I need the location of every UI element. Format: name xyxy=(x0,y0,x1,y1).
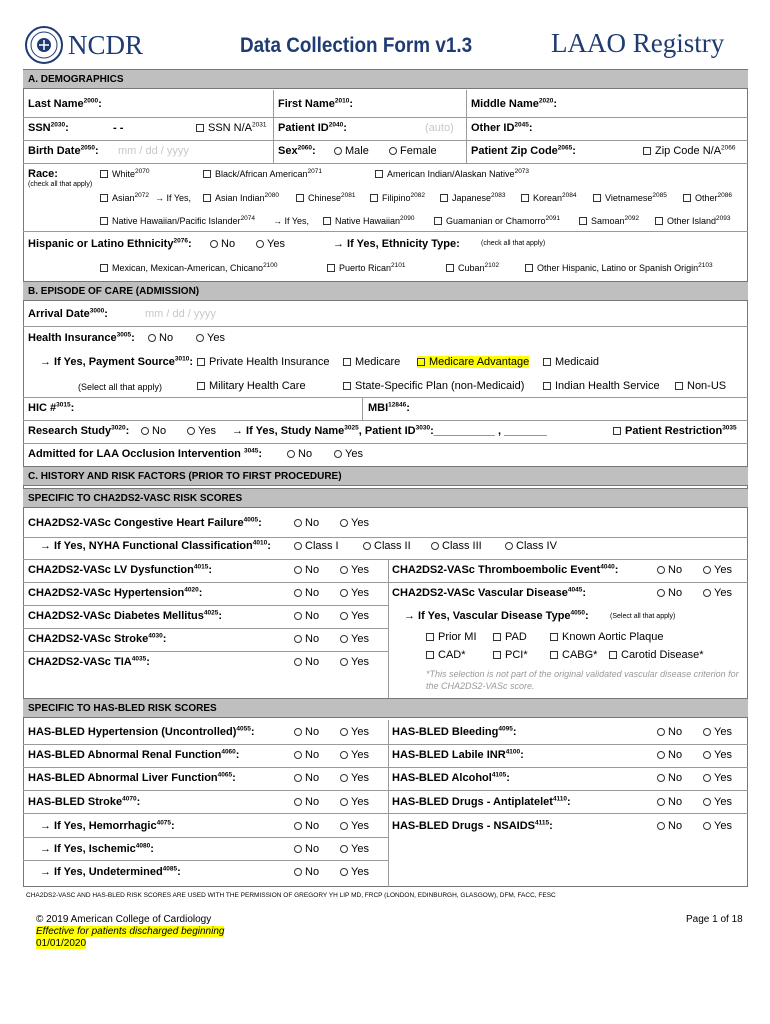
korean-checkbox[interactable]: Korean$^{2084}$ xyxy=(521,193,577,203)
admitted-laao-label: Admitted for LAA Occlusion Intervention $^{3045}$: xyxy=(28,447,263,460)
hb-bleeding-no-radio[interactable]: No xyxy=(657,726,682,738)
race-asian-checkbox[interactable]: Asian$^{2072}$ xyxy=(100,193,149,203)
hb-liver-label: HAS-BLED Abnormal Liver Function$^{4065}$: xyxy=(28,771,236,784)
non-us-checkbox[interactable]: Non-US xyxy=(675,380,726,392)
hb-inr-no-radio[interactable]: No xyxy=(657,749,682,761)
middle-name-label: Middle Name$^{2020}$: xyxy=(471,97,557,110)
stroke-no-radio[interactable]: No xyxy=(294,633,319,645)
mbi-label: $MBI^{12846}$: xyxy=(368,401,410,414)
lv-label: CHA2DS2-VASc LV Dysfunction$^{4015}$: xyxy=(28,563,212,576)
undetermined-yes-radio[interactable]: Yes xyxy=(340,866,369,878)
ssn-dashes: - - xyxy=(113,122,124,134)
puerto-rican-checkbox[interactable]: Puerto Rican$^{2101}$ xyxy=(327,263,406,273)
cha2ds2-subheader: SPECIFIC TO CHA2DS2-VASC RISK SCORES xyxy=(23,488,748,508)
pci-checkbox[interactable]: PCI* xyxy=(493,649,528,661)
hb-antiplatelet-yes-radio[interactable]: Yes xyxy=(703,796,732,808)
native-hawaiian-checkbox[interactable]: Native Hawaiian$^{2090}$ xyxy=(323,216,415,226)
admitted-no-radio[interactable]: No xyxy=(287,448,312,460)
zip-label: Patient Zip Code$^{2065}$: xyxy=(471,144,576,157)
ethnicity-type-label: → If Yes, Ethnicity Type: xyxy=(333,238,460,250)
payment-source-label: → If Yes, Payment Source$^{3010}$: xyxy=(40,355,194,368)
race-white-checkbox[interactable]: White$^{2070}$ xyxy=(100,169,149,179)
lv-no-radio[interactable]: No xyxy=(294,564,319,576)
ischemic-no-radio[interactable]: No xyxy=(294,843,319,855)
hb-liver-no-radio[interactable]: No xyxy=(294,772,319,784)
medicare-checkbox[interactable]: Medicare xyxy=(343,356,400,368)
hb-antiplatelet-label: HAS-BLED Drugs - Antiplatelet$^{4110}$: xyxy=(392,795,571,808)
hb-liver-yes-radio[interactable]: Yes xyxy=(340,772,369,784)
hb-alcohol-label: HAS-BLED Alcohol$^{4105}$: xyxy=(392,771,510,784)
page-number: Page 1 of 18 xyxy=(686,914,743,925)
cad-checkbox[interactable]: CAD* xyxy=(426,649,466,661)
ihs-checkbox[interactable]: Indian Health Service xyxy=(543,380,660,392)
mexican-checkbox[interactable]: Mexican, Mexican-American, Chicano$^{2100}$ xyxy=(100,263,278,273)
hb-inr-yes-radio[interactable]: Yes xyxy=(703,749,732,761)
nyha-class4-radio[interactable]: Class IV xyxy=(505,540,557,552)
nyha-class3-radio[interactable]: Class III xyxy=(431,540,482,552)
filipino-checkbox[interactable]: Filipino$^{2082}$ xyxy=(370,193,425,203)
zip-na-checkbox[interactable]: Zip Code $N/A^{2066}$ xyxy=(643,145,736,157)
birth-date-label: Birth Date$^{2050}$: xyxy=(28,144,99,157)
hemorrhagic-label: → If Yes, Hemorrhagic$^{4075}$: xyxy=(40,819,175,832)
permission-footnote: CHA2DS2-VASC AND HAS-BLED RISK SCORES ARE USED WITH THE PERMISSION OF GREGORY YH LIP MD, FRCP (LONDON, EDINBURGH, GLASGOW), DFM, FACC, FESC xyxy=(26,892,556,899)
section-b-header: B. EPISODE OF CARE (ADMISSION) xyxy=(23,281,748,301)
hb-nsaids-yes-radio[interactable]: Yes xyxy=(703,820,732,832)
lv-yes-radio[interactable]: Yes xyxy=(340,564,369,576)
copyright: © 2019 American College of Cardiology xyxy=(36,914,212,925)
nyha-label: → If Yes, NYHA Functional Classification$^{4010}$: xyxy=(40,539,271,552)
patient-id-auto: (auto) xyxy=(425,122,454,134)
tia-yes-radio[interactable]: Yes xyxy=(340,656,369,668)
hispanic-no-radio[interactable]: No xyxy=(210,238,235,250)
other-hispanic-checkbox[interactable]: Other Hispanic, Latino or Spanish Origin$^{2103}$ xyxy=(525,263,713,273)
undetermined-no-radio[interactable]: No xyxy=(294,866,319,878)
vietnamese-checkbox[interactable]: Vietnamese$^{2085}$ xyxy=(593,193,667,203)
htn-label: CHA2DS2-VASc Hypertension$^{4020}$: xyxy=(28,586,203,599)
hispanic-label: Hispanic or Latino Ethnicity$^{2076}$: xyxy=(28,237,192,250)
ethnicity-note: (check all that apply) xyxy=(481,240,546,247)
hb-htn-label: HAS-BLED Hypertension (Uncontrolled)$^{4055}$: xyxy=(28,725,255,738)
hb-inr-label: HAS-BLED Labile $INR^{4100}$: xyxy=(392,748,524,761)
other-island-checkbox[interactable]: Other Island$^{2093}$ xyxy=(655,216,731,226)
section-a-header: A. DEMOGRAPHICS xyxy=(23,69,748,89)
chf-label: CHA2DS2-VASc Congestive Heart Failure$^{4005}$: xyxy=(28,516,262,529)
hb-renal-yes-radio[interactable]: Yes xyxy=(340,749,369,761)
medicaid-checkbox[interactable]: Medicaid xyxy=(543,356,599,368)
chinese-checkbox[interactable]: Chinese$^{2081}$ xyxy=(296,193,356,203)
samoan-checkbox[interactable]: Samoan$^{2092}$ xyxy=(579,216,639,226)
hb-alcohol-yes-radio[interactable]: Yes xyxy=(703,772,732,784)
hb-htn-no-radio[interactable]: No xyxy=(294,726,319,738)
patient-id-label: Patient $ID^{2040}$: xyxy=(278,121,347,134)
te-yes-radio[interactable]: Yes xyxy=(703,564,732,576)
effective-date: 01/01/2020 xyxy=(36,938,87,949)
chf-yes-radio[interactable]: Yes xyxy=(340,517,369,529)
ischemic-label: → If Yes, Ischemic$^{4080}$: xyxy=(40,842,154,855)
asian-indian-checkbox[interactable]: Asian Indian$^{2080}$ xyxy=(203,193,279,203)
asian-if-yes: → If Yes, xyxy=(155,193,192,203)
guamanian-checkbox[interactable]: Guamanian or Chamorro$^{2091}$ xyxy=(434,216,560,226)
carotid-checkbox[interactable]: Carotid Disease* xyxy=(609,649,704,661)
cabg-checkbox[interactable]: CABG* xyxy=(550,649,597,661)
vascular-type-note: (Select all that apply) xyxy=(610,613,676,620)
hemorrhagic-no-radio[interactable]: No xyxy=(294,820,319,832)
aortic-plaque-checkbox[interactable]: Known Aortic Plaque xyxy=(550,631,664,643)
other-id-label: Other $ID^{2045}$: xyxy=(471,121,533,134)
hb-stroke-label: HAS-BLED Stroke$^{4070}$: xyxy=(28,795,141,808)
nyha-class1-radio[interactable]: Class I xyxy=(294,540,339,552)
hb-stroke-yes-radio[interactable]: Yes xyxy=(340,796,369,808)
hic-label: HIC #$^{3015}$: xyxy=(28,401,75,414)
hb-bleeding-label: HAS-BLED Bleeding$^{4095}$: xyxy=(392,725,517,738)
research-no-radio[interactable]: No xyxy=(141,425,166,437)
ssn-na-checkbox[interactable]: SSN $N/A^{2031}$ xyxy=(196,122,266,134)
hb-bleeding-yes-radio[interactable]: Yes xyxy=(703,726,732,738)
hb-renal-label: HAS-BLED Abnormal Renal Function$^{4060}$: xyxy=(28,748,240,761)
stroke-label: CHA2DS2-VASc Stroke$^{4030}$: xyxy=(28,632,167,645)
ischemic-yes-radio[interactable]: Yes xyxy=(340,843,369,855)
race-label: Race: xyxy=(28,168,58,180)
ssn-label: $SSN^{2030}$: xyxy=(28,121,69,134)
hb-nsaids-no-radio[interactable]: No xyxy=(657,820,682,832)
research-study-label: Research Study$^{3020}$: xyxy=(28,424,130,437)
sex-label: Sex$^{2060}$: xyxy=(278,144,316,157)
dm-label: CHA2DS2-VASc Diabetes Mellitus$^{4025}$: xyxy=(28,609,222,622)
stroke-yes-radio[interactable]: Yes xyxy=(340,633,369,645)
chf-no-radio[interactable]: No xyxy=(294,517,319,529)
vascular-no-radio[interactable]: No xyxy=(657,587,682,599)
pad-checkbox[interactable]: PAD xyxy=(493,631,527,643)
ncdr-logo-text: NCDR xyxy=(68,30,144,60)
registry-title: LAAO Registry xyxy=(551,28,725,58)
sex-male-radio[interactable]: Male xyxy=(334,145,369,157)
vascular-label: CHA2DS2-VASc Vascular Disease$^{4045}$: xyxy=(392,586,587,599)
health-ins-no-radio[interactable]: No xyxy=(148,332,173,344)
birth-date-input[interactable]: mm / dd / yyyy xyxy=(118,145,189,157)
private-ins-checkbox[interactable]: Private Health Insurance xyxy=(197,356,329,368)
nyha-class2-radio[interactable]: Class II xyxy=(363,540,411,552)
nhpi-if-yes: → If Yes, xyxy=(273,216,310,226)
vascular-footnote: *This selection is not part of the original validated vascular disease criterion for the CHA2DS2-VASc score. xyxy=(426,669,739,691)
hb-htn-yes-radio[interactable]: Yes xyxy=(340,726,369,738)
race-black-checkbox[interactable]: Black/African American$^{2071}$ xyxy=(203,169,322,179)
hb-nsaids-label: HAS-BLED Drugs - $NSAIDS^{4115}$: xyxy=(392,819,553,832)
hemorrhagic-yes-radio[interactable]: Yes xyxy=(340,820,369,832)
other-asian-checkbox[interactable]: Other$^{2086}$ xyxy=(683,193,732,203)
japanese-checkbox[interactable]: Japanese$^{2083}$ xyxy=(440,193,506,203)
te-label: CHA2DS2-VASc Thromboembolic Event$^{4040}$: xyxy=(392,563,619,576)
research-yes-radio[interactable]: Yes xyxy=(187,425,216,437)
hb-alcohol-no-radio[interactable]: No xyxy=(657,772,682,784)
arrival-date-input[interactable]: mm / dd / yyyy xyxy=(145,308,216,320)
race-note: (check all that apply) xyxy=(28,181,93,188)
vascular-type-label: → If Yes, Vascular Disease Type$^{4050}$: xyxy=(404,609,589,622)
last-name-label: Last Name$^{2000}$: xyxy=(28,97,102,110)
hispanic-yes-radio[interactable]: Yes xyxy=(256,238,285,250)
htn-no-radio[interactable]: No xyxy=(294,587,319,599)
htn-yes-radio[interactable]: Yes xyxy=(340,587,369,599)
dm-no-radio[interactable]: No xyxy=(294,610,319,622)
tia-label: CHA2DS2-VASc $TIA^{4035}$: xyxy=(28,655,150,668)
te-no-radio[interactable]: No xyxy=(657,564,682,576)
tia-no-radio[interactable]: No xyxy=(294,656,319,668)
section-c-header: C. HISTORY AND RISK FACTORS (PRIOR TO FIRST PROCEDURE) xyxy=(23,466,748,486)
state-plan-checkbox[interactable]: State-Specific Plan (non-Medicaid) xyxy=(343,380,524,392)
payment-select-note: (Select all that apply) xyxy=(78,382,163,392)
effective-note: Effective for patients discharged beginning xyxy=(36,926,225,937)
hb-stroke-no-radio[interactable]: No xyxy=(294,796,319,808)
hb-renal-no-radio[interactable]: No xyxy=(294,749,319,761)
medicare-advantage-checkbox[interactable]: Medicare Advantage xyxy=(417,356,529,368)
race-amind-checkbox[interactable]: American Indian/Alaskan Native$^{2073}$ xyxy=(375,169,529,179)
cuban-checkbox[interactable]: Cuban$^{2102}$ xyxy=(446,263,499,273)
admitted-yes-radio[interactable]: Yes xyxy=(334,448,363,460)
race-nhpi-checkbox[interactable]: Native Hawaiian/Pacific Islander$^{2074}$ xyxy=(100,216,255,226)
health-ins-yes-radio[interactable]: Yes xyxy=(196,332,225,344)
patient-restriction-checkbox[interactable]: Patient Restriction$^{3035}$ xyxy=(613,425,737,437)
dm-yes-radio[interactable]: Yes xyxy=(340,610,369,622)
health-insurance-label: Health Insurance$^{3005}$: xyxy=(28,331,135,344)
hasbled-subheader: SPECIFIC TO HAS-BLED RISK SCORES xyxy=(23,698,748,718)
prior-mi-checkbox[interactable]: Prior MI xyxy=(426,631,477,643)
first-name-label: First Name$^{2010}$: xyxy=(278,97,353,110)
undetermined-label: → If Yes, Undetermined$^{4085}$: xyxy=(40,865,181,878)
form-title: Data Collection Form v1.3 xyxy=(240,34,473,57)
study-name-label: → If Yes, Study Name$^{3025}$, Patient $ID^{3030}:\_\_\_\_\_\_\_\_\_\_$ , _______ xyxy=(232,424,547,437)
arrival-date-label: Arrival Date$^{3000}$: xyxy=(28,307,108,320)
vascular-yes-radio[interactable]: Yes xyxy=(703,587,732,599)
hb-antiplatelet-no-radio[interactable]: No xyxy=(657,796,682,808)
sex-female-radio[interactable]: Female xyxy=(389,145,437,157)
ncdr-seal-icon xyxy=(25,26,63,64)
military-checkbox[interactable]: Military Health Care xyxy=(197,380,306,392)
